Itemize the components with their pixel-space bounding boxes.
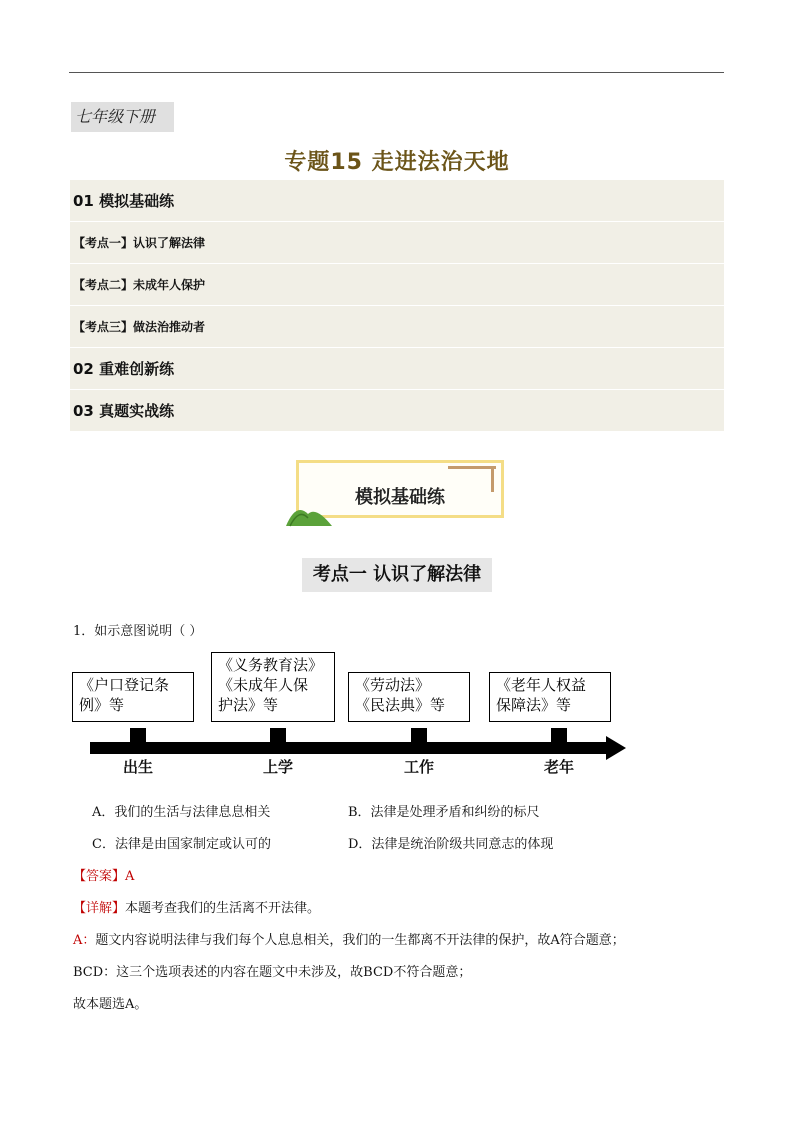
timeline-box-work: 《劳动法》 《民法典》等 <box>348 672 470 722</box>
toc-item-01[interactable]: 01 模拟基础练 <box>70 180 724 222</box>
explain-a-prefix: A： <box>73 933 96 948</box>
question-stem: 1．如示意图说明（ ） <box>73 624 203 639</box>
stage-label: 上学 <box>262 758 293 776</box>
page-title: 专题15 走进法治天地 <box>284 150 510 175</box>
toc-item-03[interactable]: 03 真题实战练 <box>70 390 724 432</box>
stage-label: 出生 <box>122 758 153 776</box>
answer-line <box>73 865 134 884</box>
grade-tag: 七年级下册 <box>71 102 174 132</box>
detail-line <box>73 897 320 916</box>
detail-text: 本题考查我们的生活离不开法律。 <box>125 901 321 916</box>
toc-item-point-1[interactable]: 【考点一】认识了解法律 <box>70 222 724 264</box>
option-d[interactable]: D．法律是统治阶级共同意志的体现 <box>348 837 554 852</box>
option-c[interactable]: C．法律是由国家制定或认可的 <box>92 837 271 852</box>
answer-value: A <box>125 869 135 884</box>
stage-label: 工作 <box>403 758 434 776</box>
timeline-box-school: 《义务教育法》 《未成年人保 护法》等 <box>211 652 335 722</box>
banner-accent-bar <box>448 466 496 469</box>
explain-a-line <box>73 929 625 948</box>
table-of-contents <box>70 180 724 432</box>
toc-item-02[interactable]: 02 重难创新练 <box>70 348 724 390</box>
answer-tag: 【答案】 <box>73 869 126 884</box>
banner-label: 模拟基础练 <box>355 487 445 508</box>
explain-bcd-line: BCD：这三个选项表述的内容在题文中未涉及，故BCD不符合题意； <box>73 965 472 980</box>
explain-a-text: 题文内容说明法律与我们每个人息息相关，我们的一生都离不开法律的保护，故A符合题意； <box>95 933 625 948</box>
option-a[interactable]: A．我们的生活与法律息息相关 <box>92 805 271 820</box>
section-banner <box>286 460 506 530</box>
toc-item-point-3[interactable]: 【考点三】做法治推动者 <box>70 306 724 348</box>
conclusion-line: 故本题选A。 <box>73 997 148 1012</box>
stage-label: 老年 <box>543 758 574 776</box>
detail-tag: 【详解】 <box>73 901 126 916</box>
timeline-box-birth: 《户口登记条 例》等 <box>72 672 194 722</box>
banner-accent-vbar <box>491 466 494 492</box>
timeline-box-old-age: 《老年人权益 保障法》等 <box>489 672 611 722</box>
point-title: 考点一 认识了解法律 <box>302 558 492 592</box>
option-b[interactable]: B．法律是处理矛盾和纠纷的标尺 <box>348 805 540 820</box>
timeline-axis <box>90 742 610 754</box>
hills-icon <box>286 498 336 528</box>
toc-item-point-2[interactable]: 【考点二】未成年人保护 <box>70 264 724 306</box>
header-rule <box>69 72 724 73</box>
timeline-arrow-icon <box>606 736 626 760</box>
